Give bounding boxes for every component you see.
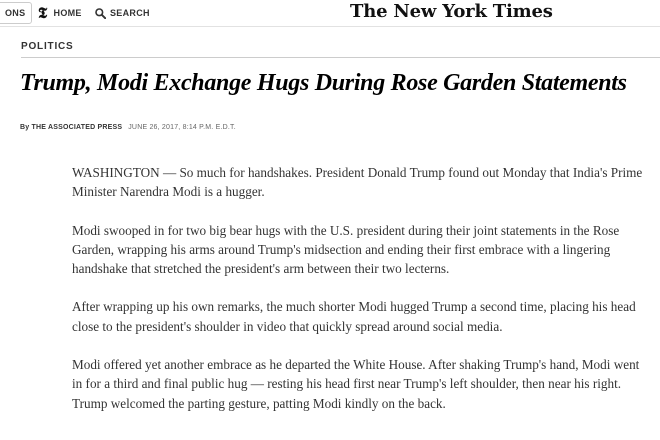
sections-button[interactable]: ONS (0, 2, 32, 24)
article-paragraph: WASHINGTON — So much for handshakes. President Donald Trump found out Monday that India's Prime Minister Narendra Modi is a hugger. (72, 165, 643, 200)
byline-author: By THE ASSOCIATED PRESS (20, 124, 123, 131)
search-link[interactable] (95, 5, 150, 21)
home-link[interactable] (38, 5, 82, 21)
article-body (72, 163, 652, 432)
search-label: SEARCH (110, 8, 150, 18)
article-byline (20, 124, 236, 131)
nyt-masthead-logo[interactable]: The New York Times (350, 1, 553, 22)
byline-date: JUNE 26, 2017, 8:14 P.M. E.D.T. (128, 124, 236, 131)
nyt-t-logo-icon: 𝕿 (38, 4, 48, 22)
search-icon (95, 8, 106, 19)
section-divider (21, 57, 660, 58)
home-label: HOME (53, 8, 82, 18)
article-headline: Trump, Modi Exchange Hugs During Rose Garden Statements (20, 70, 627, 96)
section-label-politics[interactable]: POLITICS (21, 41, 74, 52)
top-navigation-bar (0, 0, 660, 27)
article-paragraph: After wrapping up his own remarks, the much shorter Modi hugged Trump a second time, placing his head close to the president's shoulder in video that quickly spread around social media. (72, 299, 636, 334)
article-paragraph: Modi swooped in for two big bear hugs with the U.S. president during their joint statements in the Rose Garden, wrapping his arms around Trump's midsection and ending their first embrace with a lingering handshake that stretched the president's arm between their two lecterns. (72, 222, 620, 277)
article-paragraph: Modi offered yet another embrace as he departed the White House. After shaking Trump's hand, Modi went in for a third and final public hug — resting his head first near Trump's left shoulder, then near his right. Trump welcomed the parting gesture, patting Modi kindly on the back. (72, 357, 640, 411)
